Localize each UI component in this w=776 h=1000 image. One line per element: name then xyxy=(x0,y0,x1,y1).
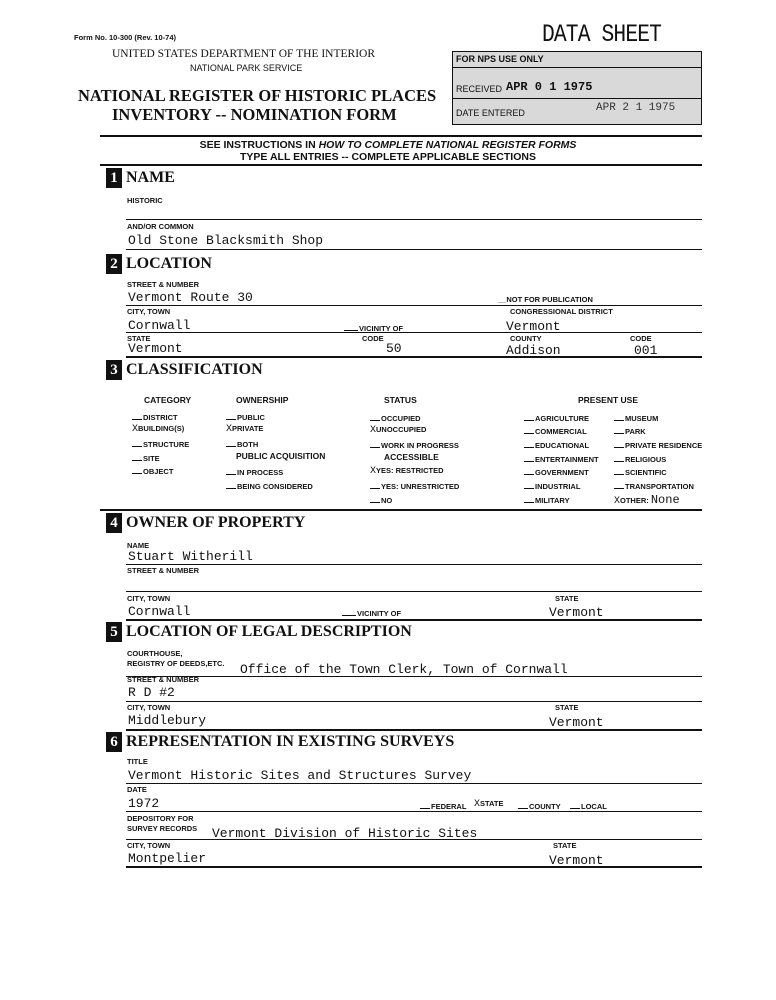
survey-title-rule xyxy=(126,783,702,784)
use-commercial-label: COMMERCIAL xyxy=(535,427,587,436)
street-rule xyxy=(126,305,702,306)
ownership-both-label: BOTH xyxy=(237,440,259,449)
courthouse-label: COURTHOUSE, xyxy=(127,649,183,658)
nps-divider-2 xyxy=(452,98,702,99)
legal-state-label: STATE xyxy=(555,703,579,712)
owner-name-rule xyxy=(126,564,702,565)
section-2-title: LOCATION xyxy=(126,255,212,272)
legal-street-rule xyxy=(126,701,702,702)
use-religious[interactable] xyxy=(614,453,666,464)
survey-local[interactable] xyxy=(570,800,607,811)
use-government[interactable] xyxy=(524,466,589,477)
use-entertainment-label: ENTERTAINMENT xyxy=(535,455,599,464)
depository-label-1: DEPOSITORY FOR xyxy=(127,814,194,823)
survey-title-label: TITLE xyxy=(127,757,148,766)
status-occupied[interactable] xyxy=(370,412,421,423)
ownership-private-label: PRIVATE xyxy=(232,424,264,433)
category-building-mark: X xyxy=(132,424,139,435)
owner-vicinity-label xyxy=(342,607,401,618)
received-stamp: APR 0 1 1975 xyxy=(506,80,593,94)
vicinity-label-text: VICINITY OF xyxy=(359,324,404,333)
use-religious-label: RELIGIOUS xyxy=(625,455,667,464)
code-label: CODE xyxy=(362,334,384,343)
owner-state-value: Vermont xyxy=(549,605,604,620)
street-value: Vermont Route 30 xyxy=(128,290,253,305)
legal-rule xyxy=(126,729,702,731)
accessible-no-label: NO xyxy=(381,496,393,505)
accessible-restricted-mark: X xyxy=(370,466,377,477)
category-header: CATEGORY xyxy=(144,395,192,405)
section-2-number: 2 xyxy=(106,254,122,274)
section-4-number: 4 xyxy=(106,513,122,533)
historic-rule xyxy=(126,219,702,220)
ownership-private[interactable] xyxy=(226,424,263,435)
county-label: COUNTY xyxy=(510,334,542,343)
owner-street-rule xyxy=(126,591,702,592)
owner-street-label: STREET & NUMBER xyxy=(127,566,200,575)
form-title-line2: INVENTORY -- NOMINATION FORM xyxy=(112,105,397,124)
city-rule xyxy=(126,332,702,333)
use-museum-label: MUSEUM xyxy=(625,414,659,423)
service-name: NATIONAL PARK SERVICE xyxy=(190,63,303,73)
present-use-header: PRESENT USE xyxy=(578,395,638,405)
survey-state-value: Vermont xyxy=(549,853,604,868)
department-name: UNITED STATES DEPARTMENT OF THE INTERIOR xyxy=(112,48,376,60)
registry-label: REGISTRY OF DEEDS,ETC. xyxy=(127,659,225,668)
legal-state-value: Vermont xyxy=(549,715,604,730)
acquisition-being-considered[interactable] xyxy=(226,480,313,491)
not-for-publication: __NOT FOR PUBLICATION xyxy=(498,295,593,304)
accessible-restricted[interactable] xyxy=(370,466,444,477)
owner-state-label: STATE xyxy=(555,594,579,603)
instructions-prefix: SEE INSTRUCTIONS IN xyxy=(199,139,319,151)
category-object-label: OBJECT xyxy=(143,467,174,476)
survey-county[interactable] xyxy=(518,800,561,811)
instructions-emphasis: HOW TO COMPLETE NATIONAL REGISTER FORMS xyxy=(318,139,577,151)
instructions-line2: TYPE ALL ENTRIES -- COMPLETE APPLICABLE SECTIONS xyxy=(240,151,536,163)
registry-value: Office of the Town Clerk, Town of Cornwall xyxy=(240,662,568,677)
nps-use-label: FOR NPS USE ONLY xyxy=(456,54,544,64)
section-5-number: 5 xyxy=(106,622,122,642)
depository-value: Vermont Division of Historic Sites xyxy=(212,826,478,841)
survey-state[interactable] xyxy=(474,799,504,810)
section-4-title: OWNER OF PROPERTY xyxy=(126,514,306,531)
use-educational[interactable] xyxy=(524,439,589,450)
survey-date-value: 1972 xyxy=(128,796,160,811)
survey-local-label: LOCAL xyxy=(581,802,607,811)
owner-name-value: Stuart Witherill xyxy=(128,549,253,564)
form-title-line1: NATIONAL REGISTER OF HISTORIC PLACES xyxy=(78,86,437,105)
legal-street-value: R D #2 xyxy=(128,685,175,700)
use-other-mark: X xyxy=(614,496,621,507)
ownership-header: OWNERSHIP xyxy=(236,395,289,405)
legal-street-label: STREET & NUMBER xyxy=(127,675,200,684)
owner-city-label: CITY, TOWN xyxy=(127,594,171,603)
category-building[interactable] xyxy=(132,424,184,435)
ownership-public[interactable] xyxy=(226,411,265,422)
survey-title-value: Vermont Historic Sites and Structures Survey xyxy=(128,768,472,783)
county-code-value: 001 xyxy=(634,343,658,358)
section-3-number: 3 xyxy=(106,360,122,380)
common-name-value: Old Stone Blacksmith Shop xyxy=(128,233,324,248)
public-acquisition-header: PUBLIC ACQUISITION xyxy=(236,451,326,461)
common-rule xyxy=(126,249,702,250)
congressional-district-label: CONGRESSIONAL DISTRICT xyxy=(510,307,613,316)
section-6-title: REPRESENTATION IN EXISTING SURVEYS xyxy=(126,733,455,750)
section-5-title: LOCATION OF LEGAL DESCRIPTION xyxy=(126,623,412,640)
location-rule xyxy=(126,356,702,358)
survey-city-label: CITY, TOWN xyxy=(127,841,171,850)
status-header: STATUS xyxy=(384,395,417,405)
survey-federal-label: FEDERAL xyxy=(431,802,467,811)
ownership-private-mark: X xyxy=(226,424,233,435)
status-work-in-progress-label: WORK IN PROGRESS xyxy=(381,441,459,450)
acquisition-in-process-label: IN PROCESS xyxy=(237,468,284,477)
city-value: Cornwall xyxy=(128,318,191,333)
ownership-both[interactable] xyxy=(226,438,258,449)
category-structure-label: STRUCTURE xyxy=(143,440,190,449)
form-number: Form No. 10-300 (Rev. 10-74) xyxy=(74,33,176,42)
use-scientific[interactable] xyxy=(614,466,667,477)
use-transportation-label: TRANSPORTATION xyxy=(625,482,694,491)
accessible-no[interactable] xyxy=(370,494,392,505)
state-label: STATE xyxy=(127,334,151,343)
survey-state-mark: X xyxy=(474,799,481,810)
ownership-public-label: PUBLIC xyxy=(237,413,265,422)
instructions-line1 xyxy=(0,139,776,151)
depository-label-2: SURVEY RECORDS xyxy=(127,824,198,833)
category-district[interactable] xyxy=(132,411,178,422)
survey-state-label: STATE xyxy=(480,799,504,808)
survey-bottom-rule xyxy=(126,866,702,868)
use-military[interactable] xyxy=(524,494,570,505)
survey-date-rule xyxy=(126,811,702,812)
code-value: 50 xyxy=(386,341,402,356)
legal-city-label: CITY, TOWN xyxy=(127,703,171,712)
legal-city-value: Middlebury xyxy=(128,713,207,728)
section-1-title: NAME xyxy=(126,169,175,186)
use-entertainment[interactable] xyxy=(524,453,599,464)
depository-rule xyxy=(126,839,702,840)
street-number-label: STREET & NUMBER xyxy=(127,280,200,289)
use-private-residence[interactable] xyxy=(614,439,702,450)
category-district-label: DISTRICT xyxy=(143,413,178,422)
use-other-label: OTHER: xyxy=(620,496,649,505)
congressional-value: Vermont xyxy=(506,319,561,334)
use-other-value: None xyxy=(650,493,680,507)
entered-label: DATE ENTERED xyxy=(456,108,525,118)
use-park[interactable] xyxy=(614,425,646,436)
owner-city-value: Cornwall xyxy=(128,604,191,619)
status-unoccupied-mark: X xyxy=(370,425,377,436)
use-transportation[interactable] xyxy=(614,480,694,491)
acquisition-being-considered-label: BEING CONSIDERED xyxy=(237,482,313,491)
use-private-residence-label: PRIVATE RESIDENCE xyxy=(625,441,703,450)
use-agriculture[interactable] xyxy=(524,412,589,423)
use-commercial[interactable] xyxy=(524,425,587,436)
category-site[interactable] xyxy=(132,452,160,463)
status-occupied-label: OCCUPIED xyxy=(381,414,421,423)
status-work-in-progress[interactable] xyxy=(370,439,459,450)
survey-federal[interactable] xyxy=(420,800,466,811)
category-object[interactable] xyxy=(132,465,173,476)
use-industrial[interactable] xyxy=(524,480,580,491)
use-military-label: MILITARY xyxy=(535,496,570,505)
accessible-restricted-label: YES: RESTRICTED xyxy=(376,466,444,475)
use-park-label: PARK xyxy=(625,427,646,436)
survey-county-label: COUNTY xyxy=(529,802,561,811)
accessible-unrestricted-label: YES: UNRESTRICTED xyxy=(381,482,460,491)
common-name-label: AND/OR COMMON xyxy=(127,222,194,231)
use-museum[interactable] xyxy=(614,412,658,423)
registry-rule xyxy=(126,676,702,677)
category-building-label: BUILDING(S) xyxy=(138,424,185,433)
entered-stamp: APR 2 1 1975 xyxy=(596,102,676,114)
use-agriculture-label: AGRICULTURE xyxy=(535,414,590,423)
status-unoccupied[interactable] xyxy=(370,425,426,436)
use-industrial-label: INDUSTRIAL xyxy=(535,482,581,491)
owner-vicinity-label-text: VICINITY OF xyxy=(357,609,402,618)
county-value: Addison xyxy=(506,343,561,358)
category-site-label: SITE xyxy=(143,454,160,463)
survey-date-label: DATE xyxy=(127,785,147,794)
city-town-label: CITY, TOWN xyxy=(127,307,171,316)
owner-rule xyxy=(126,619,702,621)
county-code-label: CODE xyxy=(630,334,652,343)
instructions-rule xyxy=(100,164,702,166)
section-3-title: CLASSIFICATION xyxy=(126,361,263,378)
nps-divider xyxy=(452,67,702,68)
accessible-unrestricted[interactable] xyxy=(370,480,459,491)
accessible-header: ACCESSIBLE xyxy=(384,452,439,462)
received-label: RECEIVED xyxy=(456,84,503,94)
classification-rule xyxy=(100,509,702,511)
use-other[interactable] xyxy=(614,493,680,507)
use-scientific-label: SCIENTIFIC xyxy=(625,468,667,477)
status-unoccupied-label: UNOCCUPIED xyxy=(376,425,427,434)
section-6-number: 6 xyxy=(106,732,122,752)
state-value: Vermont xyxy=(128,341,183,356)
use-government-label: GOVERNMENT xyxy=(535,468,589,477)
data-sheet-stamp: DATA SHEET xyxy=(542,20,662,49)
section-1-number: 1 xyxy=(106,168,122,188)
survey-state-field-label: STATE xyxy=(553,841,577,850)
survey-city-value: Montpelier xyxy=(128,851,207,866)
use-educational-label: EDUCATIONAL xyxy=(535,441,590,450)
historic-label: HISTORIC xyxy=(127,196,163,205)
owner-name-label: NAME xyxy=(127,541,150,550)
header-rule xyxy=(100,135,702,137)
category-structure[interactable] xyxy=(132,438,189,449)
acquisition-in-process[interactable] xyxy=(226,466,283,477)
